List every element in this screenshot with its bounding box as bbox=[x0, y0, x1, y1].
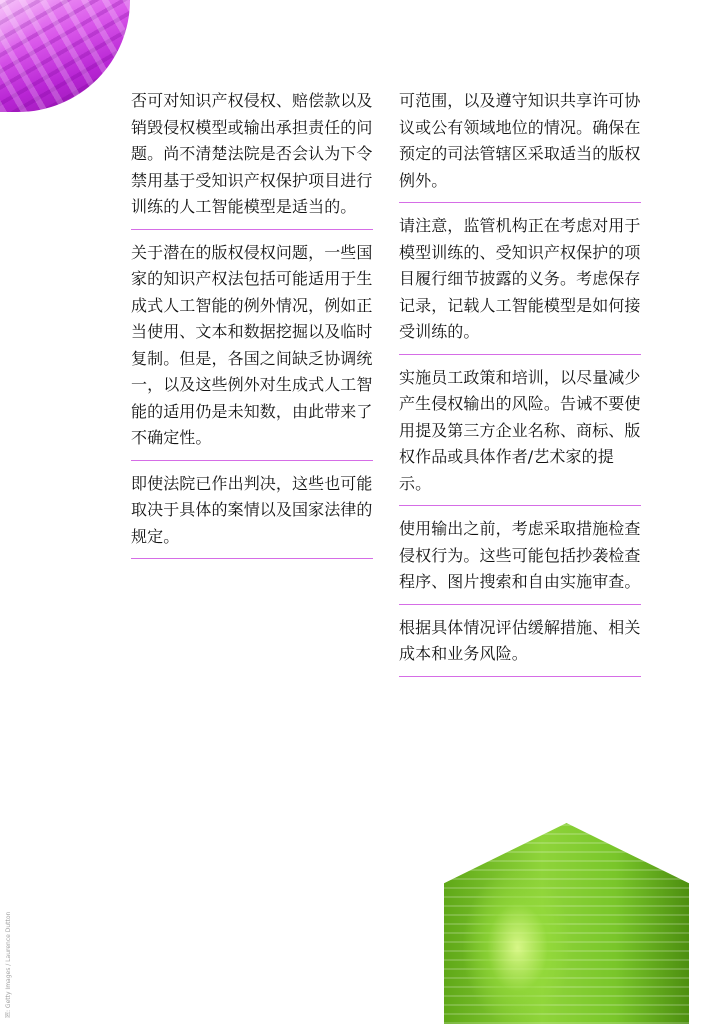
paragraph: 根据具体情况评估缓解措施、相关成本和业务风险。 bbox=[399, 617, 641, 663]
paragraph: 使用输出之前，考虑采取措施检查侵权行为。这些可能包括抄袭检查程序、图片搜索和自由实施审查。 bbox=[399, 519, 641, 591]
text-block bbox=[399, 363, 641, 507]
text-block bbox=[131, 238, 373, 461]
paragraph: 实施员工政策和培训，以尽量减少产生侵权输出的风险。告诫不要使用提及第三方企业名称、商标、版权作品或具体作者/艺术家的提示。 bbox=[399, 367, 641, 493]
paragraph: 请注意，监管机构正在考虑对用于模型训练的、受知识产权保护的项目履行细节披露的义务。考虑保存记录，记载人工智能模型是如何接受训练的。 bbox=[399, 216, 641, 341]
paragraph: 可范围，以及遵守知识共享许可协议或公有领域地位的情况。确保在预定的司法管辖区采取适当的版权例外。 bbox=[399, 91, 641, 190]
text-block bbox=[399, 613, 641, 677]
left-text-column bbox=[131, 86, 373, 567]
decorative-corner-image bbox=[0, 0, 130, 112]
paragraph: 即使法院已作出判决，这些也可能取决于具体的案情以及国家法律的规定。 bbox=[131, 473, 373, 546]
text-block bbox=[399, 514, 641, 605]
text-block bbox=[131, 469, 373, 560]
paragraph: 关于潜在的版权侵权问题，一些国家的知识产权法包括可能适用于生成式人工智能的例外情况，例如正当使用、文本和数据挖掘以及临时复制。但是，各国之间缺乏协调统一，以及这些例外对生成式人工智能的适用仍是未知数，由此带来了不确定性。 bbox=[131, 242, 373, 447]
text-block bbox=[131, 86, 373, 230]
text-block bbox=[399, 211, 641, 355]
decorative-photo bbox=[444, 823, 689, 1024]
photo-credit: 图: Getty Images / Laurence Dutton bbox=[5, 911, 12, 1018]
text-block bbox=[399, 86, 641, 203]
right-text-column bbox=[399, 86, 641, 685]
paragraph: 否可对知识产权侵权、赔偿款以及销毁侵权模型或输出承担责任的问题。尚不清楚法院是否会认为下令禁用基于受知识产权保护项目进行训练的人工智能模型是适当的。 bbox=[131, 91, 373, 216]
